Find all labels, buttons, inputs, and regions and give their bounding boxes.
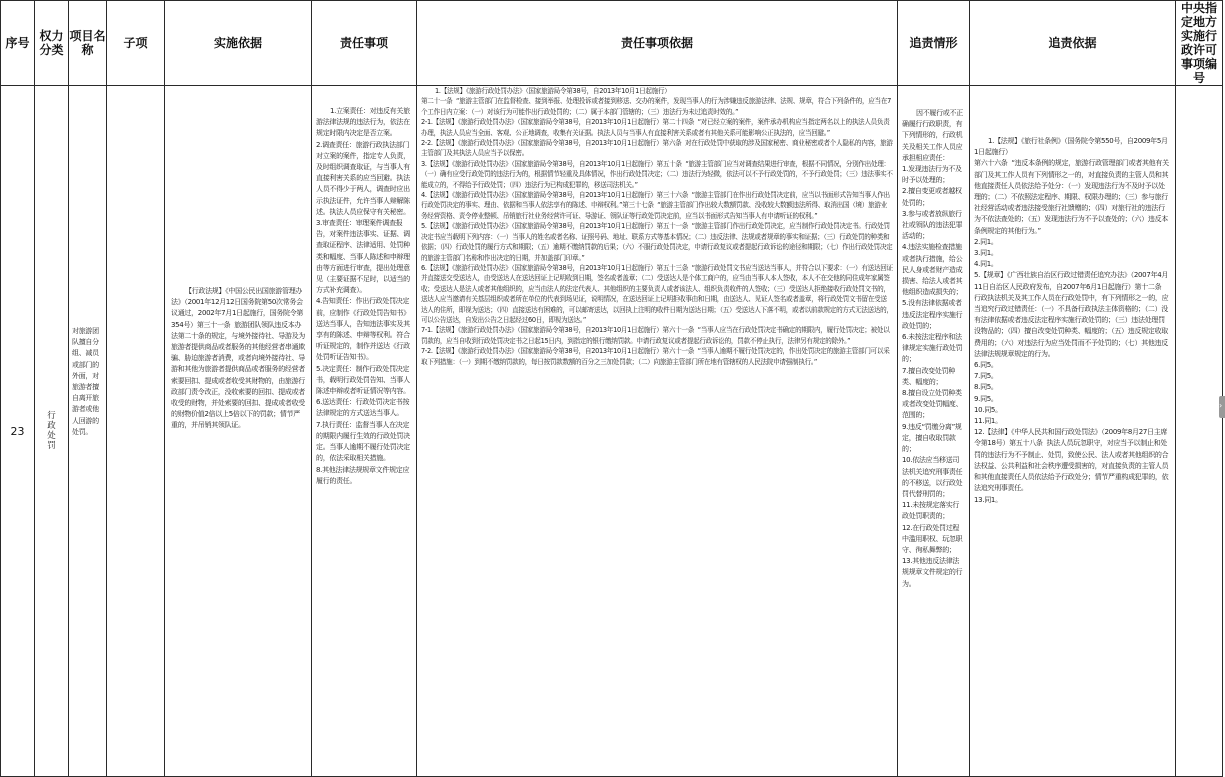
table-row bbox=[1, 86, 1223, 777]
cell-resp-basis bbox=[417, 86, 898, 777]
impl-basis-text: 【行政法规】《中国公民出国旅游管理办法》（2001年12月12日国务院第50次常务会议通过，2002年7月1日起施行，国务院令第354号）第三十一条 旅游团队领队违反本办法第二十条的规定，与境外接待社、导游及为旅游者提供商品或者服务的其他经营者串通欺骗、胁迫旅游者消费，或者向境外接待社、导游和其他为旅游者提供商品或者服务的经营者索要回扣、提成或者收受其财物的，由旅游行政部门责令改正，没收索要的回扣、提成或者收受的财物，并处索要的回扣、提成或者收受的财物价值2倍以上5倍以下的罚款；情节严重的，并吊销其领队证。 bbox=[171, 287, 305, 430]
header-power-class: 权力分类 bbox=[35, 1, 69, 86]
account-basis-text: 1.【法规】《旅行社条例》（国务院令第550号，自2009年5月1日起施行） 第六十六条 “违反本条例的规定，旅游行政管理部门或者其他有关部门及其工作人员有下列情形之一的，对直接负责的主管人员和其他直接责任人员依法给予处分：（一）发现违法行为不及时予以处理的；（二）不依照法定程序、期限、权限办理的；（三）参与旅行社经营活动或者违法接受旅行社馈赠的；（四）对旅行社的违法行为不依法查处的；（五）发现违法行为不予以查处的；（六）违反本条例规定的其他行为。” 2.同1。 3.同1。 4.同1。 5.【规章】《广西壮族自治区行政过错责任追究办法》（2007年4月11日自治区人民政府发布，自2007年6月1日起施行）第十二条 行政执法机关及其工作人员在行政处罚中，有下列情形之一的，应当追究行政过错责任：（一）不具备行政执法主体资格的；（二）没有法律依据或者违反法定程序实施行政处罚的；（三）违法处理罚没物品的；（四）擅自改变处罚种类、幅度的；（五）违反规定收取费用的；（六）对违法行为应当处罚而不予处罚的；（七）其他违反法律法规规章规定的行为。 6.同5。 7.同5。 8.同5。 9.同5。 10.同5。 11.同1。 12.【法律】《中华人民共和国行政处罚法》（2009年8月27日主席令第18号）第五十八条 执法人员玩忽职守，对应当予以制止和处罚的违法行为不予制止、处罚，致使公民、法人或者其他组织的合法权益、公共利益和社会秩序遭受损害的，对直接负责的主管人员和其他直接责任人员依法给予行政处分；情节严重构成犯罪的，依法追究刑事责任。 13.同1。 bbox=[974, 137, 1169, 504]
cell-central-code bbox=[1176, 86, 1223, 777]
cell-account-basis bbox=[970, 86, 1176, 777]
cell-seq: 23 bbox=[1, 86, 35, 777]
header-sub-item: 子项 bbox=[107, 1, 165, 86]
header-row bbox=[1, 1, 1223, 86]
cell-resp-items bbox=[312, 86, 417, 777]
header-impl-basis: 实施依据 bbox=[165, 1, 312, 86]
power-class-text: 行政处罚 bbox=[47, 411, 56, 451]
header-seq: 序号 bbox=[1, 1, 35, 86]
header-accountability: 追责情形 bbox=[898, 1, 970, 86]
header-resp-basis: 责任事项依据 bbox=[417, 1, 898, 86]
item-name-text: 对旅游团队擅自分组、减员或部门的外面，对旅游者擅自离开旅游者或他人回游的处罚。 bbox=[72, 327, 99, 436]
resp-items-text: 1.立案责任：对违反有关旅游法律法规的违法行为，依法在规定时限内决定是否立案。 2.调查责任：旅游行政执法部门对立案的案件，指定专人负责，及时组织调查取证，与当事人有直接利害关系的应当回避。执法人员不得少于两人，调查时应出示执法证件，允许当事人辩解陈述。执法人员应保守有关秘密。 3.审查责任：审理案件调查报告，对案件违法事实、证据、调查取证程序、法律适用、处罚种类和幅度、当事人陈述和申辩理由等方面进行审查，提出处理意见（主要证据不足时，以适当的方式补充调查）。 4.告知责任：作出行政处罚决定前，应制作《行政处罚告知书》送达当事人，告知违法事实及其享有的陈述、申辩等权利。符合听证规定的，制作并送达《行政处罚听证告知书》。 5.决定责任：制作行政处罚决定书，载明行政处罚告知、当事人陈述申辩或者听证情况等内容。 6.送达责任：行政处罚决定书按法律规定的方式送达当事人。 7.执行责任：监督当事人在决定的期限内履行生效的行政处罚决定。当事人逾期不履行处罚决定的，依法采取相关措施。 8.其他法律法规规章文件规定应履行的责任。 bbox=[316, 107, 410, 485]
chevron-right-icon: › bbox=[1219, 401, 1223, 410]
header-central-code: 中央指定地方实施行政许可事项编号 bbox=[1176, 1, 1223, 86]
accountability-text: 因不履行或不正确履行行政职责，有下列情形的，行政机关及相关工作人员应承担相应责任： 1.发现违法行为不及时予以处理的； 2.擅自变更或者越权处罚的； 3.参与或者放纵旅行社或领队的违法犯罪活动的； 4.违法实施检查措施或者执行措施，给公民人身或者财产造成损害、给法人或者其他组织造成损失的； 5.没有法律依据或者违反法定程序实施行政处罚的； 6.未按法定程序和法律规定实施行政处罚的； 7.擅自改变处罚种类、幅度的； 8.擅自设立处罚种类或者改变处罚幅度、范围的； 9.违反“罚缴分离”规定，擅自收取罚款的； 10.依法应当移送司法机关追究刑事责任的不移送，以行政处罚代替刑罚的； 11.未按规定落实行政处罚职责的； 12.在行政处罚过程中滥用职权、玩忽职守、徇私舞弊的； 13.其他违反法律法规规章文件规定的行为。 bbox=[902, 109, 963, 588]
cell-impl-basis bbox=[165, 86, 312, 777]
cell-power-class bbox=[35, 86, 69, 777]
scroll-expand-handle[interactable] bbox=[1219, 396, 1225, 418]
cell-accountability bbox=[898, 86, 970, 777]
cell-item-name bbox=[69, 86, 107, 777]
resp-basis-text: 1.【法规】《旅游行政处罚办法》（国家旅游局令第38号，自2013年10月1日起施行） 第二十一条 “旅游主管部门在监督检查、接到举报、处理投诉或者接到移送、交办的案件，发现当事人的行为涉嫌违反旅游法律、法规、规章，符合下列条件的，应当在7个工作日内立案：（一）对该行为可能作出行政处罚的；（二）属于本部门管辖的；（三）违法行为未过追责时效的。” 2-1.【法规】《旅游行政处罚办法》（国家旅游局令第38号，自2013年10月1日起施行）第二十四条 “对已经立案的案件，案件承办机构应当指定两名以上的执法人员负责办理，执法人员应当全面、客观、公正地调查，收集有关证据。执法人员与当事人有直接利害关系或者有其他关系可能影响公正执法的，应当回避。” 2-2.【法规】《旅游行政处罚办法》（国家旅游局令第38号，自2013年10月1日起施行）第六条 对在行政处罚中获取的涉及国家秘密、商业秘密或者个人隐私的内容，旅游主管部门及其执法人员应当予以保密。 3.【法规】《旅游行政处罚办法》（国家旅游局令第38号，自2013年10月1日起施行）第五十条 “旅游主管部门应当对调查结果进行审查，根据不同情况，分别作出处理：（一）确有应受行政处罚的违法行为的，根据情节轻重及具体情况，作出行政处罚决定；（二）违法行为轻微，依法可以不予行政处罚的，不予行政处罚；（三）违法事实不能成立的，不得给予行政处罚；（四）违法行为已构成犯罪的，移送司法机关。” 4.【法规】《旅游行政处罚办法》（国家旅游局令第38号，自2013年10月1日起施行）第三十六条 “旅游主管部门在作出行政处罚决定前，应当以书面形式告知当事人作出行政处罚决定的事实、理由、依据和当事人依法享有的陈述、申辩权利。”第三十七条 “旅游主管部门作出较大数额罚款、没收较大数额违法所得、取消出国（境）旅游业务经营资格、责令停业整顿、吊销旅行社业务经营许可证、导游证、领队证等行政处罚决定前，应当以书面形式告知当事人有申请听证的权利。” 5.【法规】《旅游行政处罚办法》（国家旅游局令第38号，自2013年10月1日起施行）第五十一条 “旅游主管部门作出行政处罚决定，应当制作行政处罚决定书。行政处罚决定书应当载明下列内容：（一）当事人的姓名或者名称、证照号码、地址、联系方式等基本情况；（二）违反法律、法规或者规章的事实和证据；（三）行政处罚的种类和依据；（四）行政处罚的履行方式和期限；（五）逾期不缴纳罚款的后果；（六）不服行政处罚决定，申请行政复议或者提起行政诉讼的途径和期限；（七）作出行政处罚决定的旅游主管部门名称和作出决定的日期，并加盖部门印章。” 6.【法规】《旅游行政处罚办法》（国家旅游局令第38号，自2013年10月1日起施行）第五十三条 “旅游行政处罚文书应当送达当事人，并符合以下要求：（一）有送达回证并直接送交受送达人，由受送达人在送达回证上记明收到日期，签名或者盖章；（二）受送达人是个体工商户的，应当由当事人本人签收，本人不在交他的同住成年家属签收；受送达人是法人或者其他组织的，应当由法人的法定代表人、其他组织的主要负责人或者该法人、组织负责收件的人签收；（三）受送达人拒绝接收行政处罚文书的，送达人应当邀请有关基层组织或者所在单位的代表到场见证，说明情况，在送达回证上记明拒收事由和日期，由送达人、见证人签名或者盖章，将行政处罚文书留在受送达人的住所，即视为送达；（四）直接送达有困难的，可以邮寄送达，以回执上注明的收件日期为送达日期；（五）受送达人下落不明，或者以前款规定的方式无法送达的，可以公告送达，自发出公告之日起经过60日，即视为送达。” 7-1.【法规】《旅游行政处罚办法》（国家旅游局令第38号，自2013年10月1日起施行）第六十一条 “当事人应当在行政处罚决定书确定的期限内，履行处罚决定；被处以罚款的，应当自收到行政处罚决定书之日起15日内，到指定的银行缴纳罚款。申请行政复议或者提起行政诉讼的，罚款不停止执行，法律另有规定的除外。” 7-2.【法规】《旅游行政处罚办法》（国家旅游局令第38号，自2013年10月1日起施行）第六十一条 “当事人逾期不履行处罚决定的，作出处罚决定的旅游主管部门可以采取下列措施：（一）到期不缴纳罚款的，每日按罚款数额的百分之三加处罚款；（二）向旅游主管部门所在地有管辖权的人民法院申请强制执行。” bbox=[421, 87, 893, 366]
header-account-basis: 追责依据 bbox=[970, 1, 1176, 86]
cell-sub-item bbox=[107, 86, 165, 777]
header-resp-items: 责任事项 bbox=[312, 1, 417, 86]
header-item-name: 项目名称 bbox=[69, 1, 107, 86]
